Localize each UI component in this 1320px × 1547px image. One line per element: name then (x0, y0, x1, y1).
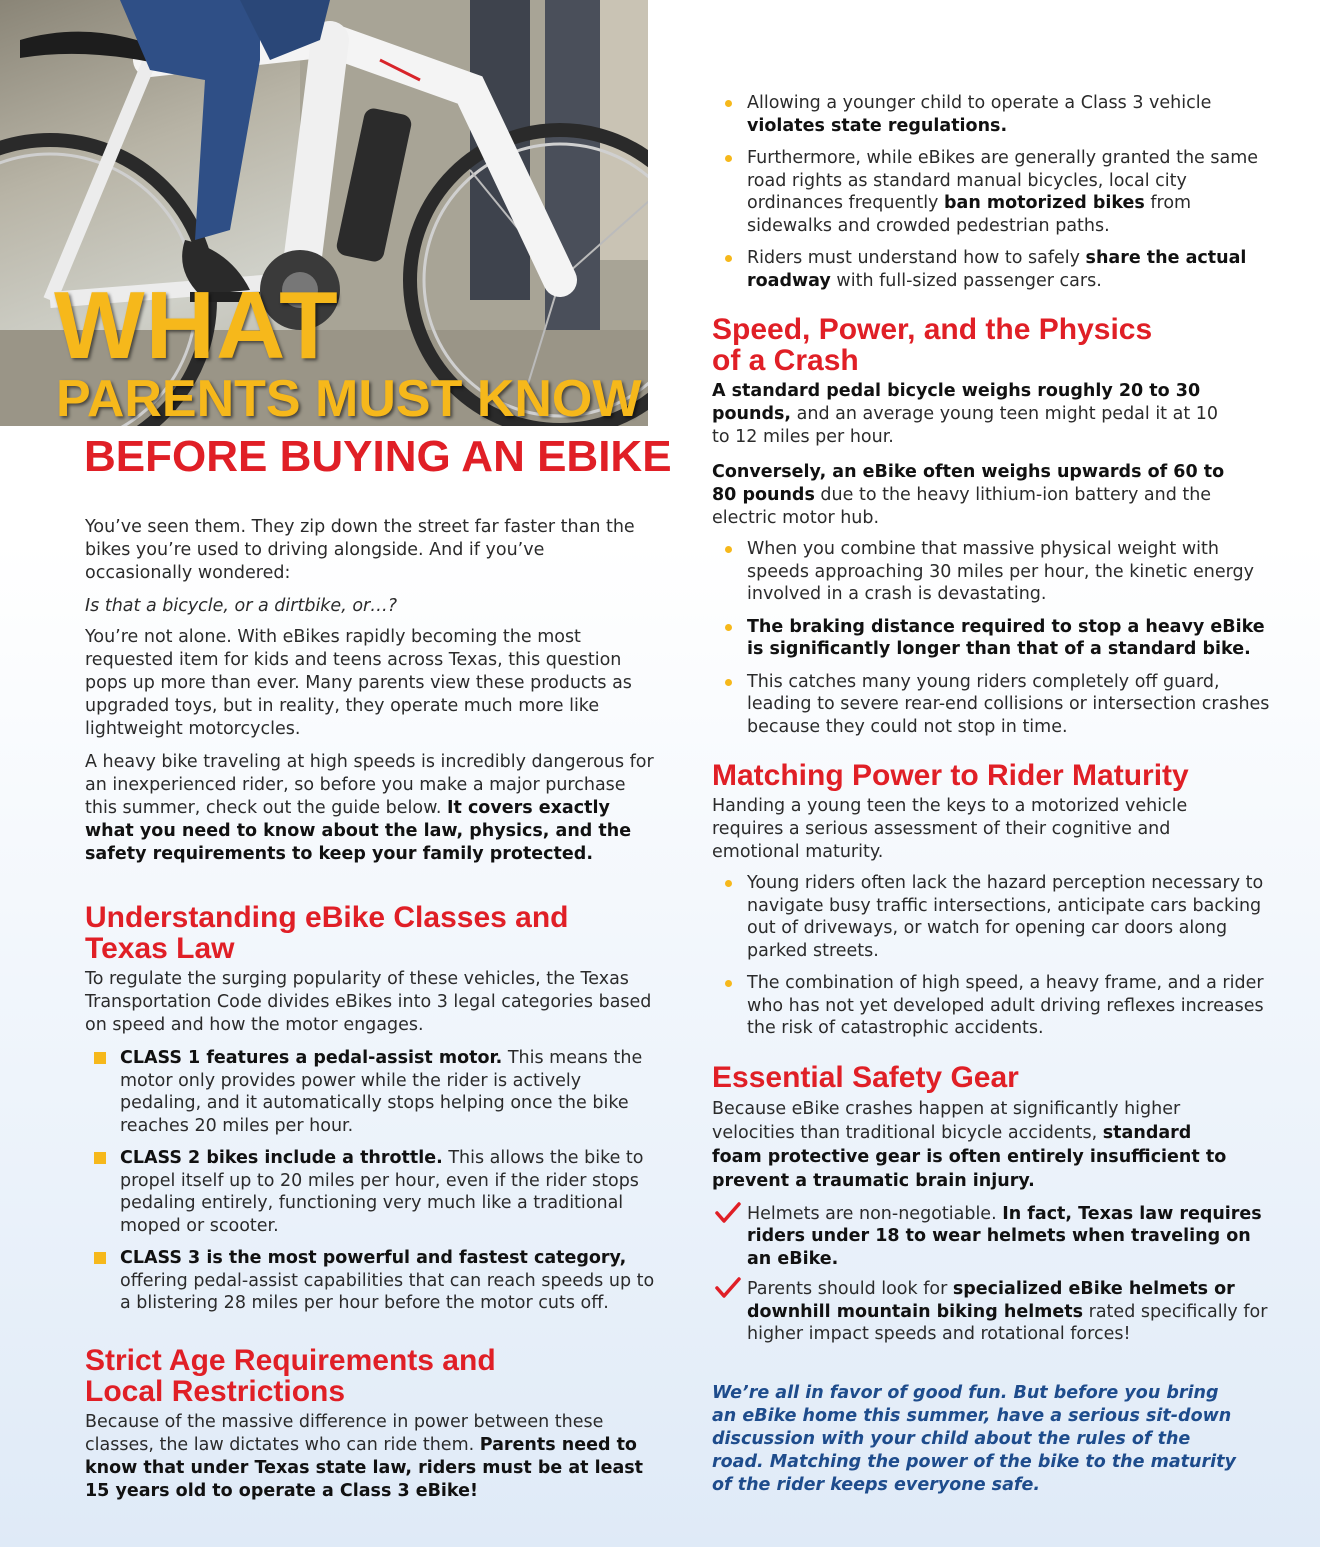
physics-bullet-3-text: This catches many young riders completely off guard, leading to severe rear-end collisions or intersection crashes because they could not stop in time. (747, 671, 1270, 737)
physics-p2-bold: Conversely, an eBike often weighs upwards of 60 to 80 pounds (712, 462, 1225, 505)
gear-check-1-bold: In fact, Texas law requires riders under 18 to wear helmets when traveling on an eBike. (747, 1203, 1262, 1269)
gear-intro-text: Because eBike crashes happen at significantly higher velocities than traditional bicycle accidents, (712, 1098, 1181, 1143)
gear-check-2-text: Parents should look for (747, 1279, 953, 1299)
gear-check-2-bold: specialized eBike helmets or downhill mountain biking helmets (747, 1279, 1235, 1322)
bullet-dot-icon (725, 980, 732, 987)
physics-bullets (712, 538, 1272, 738)
age-bullet-2-after: from sidewalks and crowded pedestrian paths. (747, 193, 1192, 236)
maturity-bullet-2 (747, 972, 1272, 1040)
age-bullets (712, 92, 1272, 292)
physics-p2-text: due to the heavy lithium-ion battery and the electric motor hub. (712, 485, 1212, 528)
gear-intro-bold: standard foam protective gear is often entirely insufficient to prevent a traumatic brain injury. (712, 1122, 1227, 1191)
physics-bullet-1 (747, 538, 1272, 606)
class-3-item (120, 1247, 655, 1315)
headline-before-text: BEFORE BUYING (84, 432, 462, 481)
checkmark-icon (715, 1276, 741, 1300)
physics-bullet-2-bold: The braking distance required to stop a heavy eBike is significantly longer than that of a standard bike. (747, 616, 1265, 659)
square-bullet-icon (94, 1252, 106, 1264)
headline-ebike-text: AN EBIKE (461, 432, 672, 481)
gear-check-2-after: rated specifically for higher impact speeds and rotational forces! (747, 1301, 1268, 1344)
bullet-dot-icon (725, 546, 732, 553)
age-bullet-1 (747, 92, 1272, 137)
maturity-bullet-1-text: Young riders often lack the hazard perception necessary to navigate busy traffic intersections, anticipate cars backing out of driveways, or watch for opening car doors along parked streets. (747, 873, 1264, 961)
age-paragraph (85, 1411, 655, 1503)
classes-heading: Understanding eBike Classes and Texas Law (85, 901, 569, 965)
physics-bullet-2 (747, 616, 1272, 661)
age-text: Because of the massive difference in power between these classes, the law dictates who can ride them. (85, 1411, 604, 1455)
intro-p3-text: A heavy bike traveling at high speeds is incredibly dangerous for an inexperienced rider, so before you make a major purchase this summer, check out the guide below. (85, 752, 654, 818)
bullet-dot-icon (725, 624, 732, 631)
class-1-item (120, 1047, 655, 1137)
class-2-text: This allows the bike to propel itself up to 20 miles per hour, even if the rider stops pedaling entirely, functioning very much like a traditional moped or scooter. (120, 1148, 644, 1236)
intro-paragraph-1: You’ve seen them. They zip down the street far faster than the bikes you’re used to driving alongside. And if you’ve occasionally wondered: (85, 517, 635, 583)
physics-bullet-1-text: When you combine that massive physical weight with speeds approaching 30 miles per hour, the kinetic energy involved in a crash is devastating. (747, 539, 1254, 604)
maturity-intro: Handing a young teen the keys to a motorized vehicle requires a serious assessment of their cognitive and emotional maturity. (712, 796, 1188, 862)
bullet-dot-icon (725, 100, 732, 107)
bullet-dot-icon (725, 155, 732, 162)
class-3-text: offering pedal-assist capabilities that can reach speeds up to a blistering 28 miles per hour before the motor cuts off. (120, 1270, 655, 1313)
gear-check-1-text: Helmets are non-negotiable. (747, 1203, 1003, 1224)
age-bullet-3-text: Riders must understand how to safely (747, 248, 1086, 268)
intro-question: Is that a bicycle, or a dirtbike, or…? (85, 596, 398, 616)
headline-parents-must-know: PARENTS MUST KNOW (56, 370, 642, 426)
class-2-item (120, 1147, 655, 1237)
maturity-bullet-1 (747, 872, 1272, 962)
gear-checklist (712, 1203, 1272, 1346)
physics-paragraph-2 (712, 461, 1232, 530)
age-bullet-2-text: Furthermore, while eBikes are generally granted the same road rights as standard manual bicycles, local city ordinances frequently (747, 148, 1259, 213)
physics-p1-bold: A standard pedal bicycle weighs roughly 20 to 30 pounds, (712, 381, 1201, 424)
hero-photo (0, 0, 648, 426)
class-2-bold: CLASS 2 bikes include a throttle. (120, 1148, 443, 1168)
left-column (85, 516, 655, 1503)
classes-list (85, 1047, 655, 1315)
age-bullet-2-bold: ban motorized bikes (943, 193, 1145, 213)
class-3-bold: CLASS 3 is the most powerful and fastest category, (120, 1248, 627, 1268)
maturity-heading: Matching Power to Rider Maturity (712, 759, 1189, 792)
intro-p3-bold: It covers exactly what you need to know about the law, physics, and the safety requirements to keep your family protected. (85, 798, 632, 864)
age-bullet-3 (747, 247, 1272, 292)
bullet-dot-icon (725, 255, 732, 262)
class-1-text: This means the motor only provides power while the rider is actively pedaling, and it automatically stops helping once the bike reaches 20 miles per hour. (120, 1048, 643, 1136)
maturity-bullets (712, 872, 1272, 1040)
age-bullet-2 (747, 147, 1272, 237)
headline-before-buying (84, 430, 672, 484)
age-bullet-3-bold: share the actual roadway (747, 248, 1247, 291)
intro-paragraph-2: You’re not alone. With eBikes rapidly becoming the most requested item for kids and teens across Texas, this question pops up more than ever. Many parents view these products as upgraded toys, but in reality, they operate much more like lightweight motorcycles. (85, 627, 632, 739)
physics-bullet-3 (747, 671, 1272, 739)
physics-paragraph-1 (712, 380, 1232, 449)
square-bullet-icon (94, 1052, 106, 1064)
headline-what: WHAT (54, 272, 339, 379)
maturity-bullet-2-text: The combination of high speed, a heavy frame, and a rider who has not yet developed adult driving reflexes increases the risk of catastrophic accidents. (747, 973, 1264, 1038)
age-bold: Parents need to know that under Texas state law, riders must be at least 15 years old to operate a Class 3 eBike! (85, 1434, 644, 1501)
gear-check-1 (747, 1203, 1272, 1271)
physics-p1-text: and an average young teen might pedal it at 10 to 12 miles per hour. (712, 404, 1219, 447)
physics-heading: Speed, Power, and the Physics of a Crash (712, 313, 1153, 377)
gear-intro (712, 1097, 1242, 1193)
age-bullet-3-after: with full-sized passenger cars. (830, 270, 1102, 291)
bullet-dot-icon (725, 880, 732, 887)
bullet-dot-icon (725, 679, 732, 686)
closing-message: We’re all in favor of good fun. But before you bring an eBike home this summer, have a serious sit-down discussion with your child about the rules of the road. Matching the power of the bike to the maturity of the rider keeps everyone safe. (712, 1382, 1236, 1495)
age-bullet-1-bold: violates state regulations. (747, 115, 1008, 136)
classes-intro: To regulate the surging popularity of these vehicles, the Texas Transportation Code divides eBikes into 3 legal categories based on speed and how the motor engages. (85, 969, 652, 1035)
intro-paragraph-3 (85, 751, 655, 866)
gear-check-2 (747, 1278, 1272, 1346)
square-bullet-icon (94, 1152, 106, 1164)
age-bullet-1-text: Allowing a younger child to operate a Class 3 vehicle (747, 93, 1212, 113)
right-column (712, 92, 1272, 1497)
class-1-bold: CLASS 1 features a pedal-assist motor. (120, 1048, 503, 1068)
checkmark-icon (715, 1201, 741, 1225)
age-heading: Strict Age Requirements and Local Restrictions (85, 1343, 496, 1408)
gear-heading: Essential Safety Gear (712, 1060, 1019, 1094)
